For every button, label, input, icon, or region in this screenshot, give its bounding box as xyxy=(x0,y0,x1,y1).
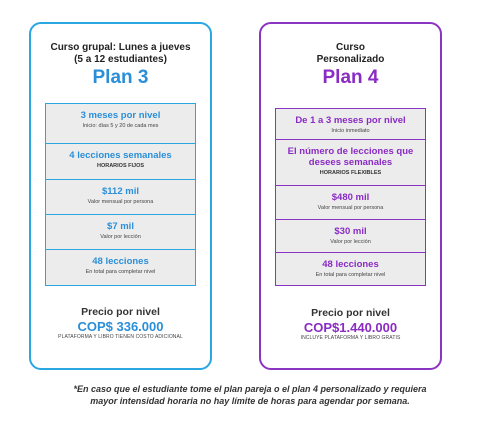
plan-4-row-total-lessons xyxy=(276,253,425,285)
plan-4-row-lessons-weekly xyxy=(276,140,425,186)
plan-4-monthly-price: $480 mil xyxy=(331,192,370,203)
plan-4-subtitle-line1: Curso xyxy=(336,42,365,53)
plan-4-duration-note: Inicio inmediato xyxy=(331,128,370,134)
plan-4-price-extra: INCLUYE PLATAFORMA Y LIBRO GRATIS xyxy=(300,335,401,341)
plan-3-price-extra: PLATAFORMA Y LIBRO TIENEN COSTO ADICIONAL xyxy=(58,334,183,340)
plan-3-monthly-note: Valor mensual por persona xyxy=(87,199,154,205)
plan-4-lesson-note: Valor por lección xyxy=(330,239,371,245)
plan-4-price-amount: COP$1.440.000 xyxy=(303,320,398,335)
plan-3-subtitle-line2: (5 a 12 estudiantes) xyxy=(74,53,167,65)
plan-4-duration: De 1 a 3 meses por nivel xyxy=(295,115,406,126)
plan-3-card xyxy=(29,22,212,370)
plan-4-features xyxy=(275,108,426,286)
plan-4-row-lesson-price xyxy=(276,220,425,253)
plan-3-row-monthly xyxy=(46,180,195,215)
plan-3-row-lessons-weekly xyxy=(46,144,195,180)
footnote-line2: mayor intensidad horaria no hay límite de horas para agendar por semana. xyxy=(90,395,410,406)
plan-4-monthly-note: Valor mensual por persona xyxy=(317,205,384,211)
plan-3-price-label: Precio por nivel xyxy=(81,306,160,318)
plan-3-features xyxy=(45,103,196,286)
plan-3-header xyxy=(31,42,210,89)
plan-4-card xyxy=(259,22,442,370)
plan-4-price-block xyxy=(261,307,440,342)
plan-3-lesson-note: Valor por lección xyxy=(100,234,141,240)
plan-3-row-duration xyxy=(46,104,195,144)
plan-4-schedule-note: HORARIOS FLEXIBLES xyxy=(319,170,382,176)
plan-3-monthly-price: $112 mil xyxy=(102,186,139,197)
plan-3-subtitle-line1: Curso grupal: Lunes a jueves xyxy=(50,42,191,53)
plan-4-header xyxy=(261,42,440,89)
plan-4-price-label: Precio por nivel xyxy=(311,307,390,319)
plan-3-row-total-lessons xyxy=(46,250,195,285)
plan-3-duration-note: Inicio: días 5 y 20 de cada mes xyxy=(82,123,159,129)
plan-3-row-lesson-price xyxy=(46,215,195,250)
plan-3-title: Plan 3 xyxy=(92,67,149,88)
footnote-line1: *En caso que el estudiante tome el plan pareja o el plan 4 personalizado y requiera xyxy=(73,384,427,394)
plan-4-row-monthly xyxy=(276,186,425,220)
plan-3-schedule-note: HORARIOS FIJOS xyxy=(96,163,145,169)
plan-3-total-lessons: 48 lecciones xyxy=(92,256,149,267)
plan-4-row-duration xyxy=(276,109,425,140)
plan-4-total-note: En total para completar nivel xyxy=(315,272,386,278)
plan-3-lesson-price: $7 mil xyxy=(107,221,134,232)
plan-3-duration: 3 meses por nivel xyxy=(80,110,161,121)
plan-4-lesson-price: $30 mil xyxy=(334,226,367,237)
plan-4-title: Plan 4 xyxy=(322,67,379,88)
plan-4-total-lessons: 48 lecciones xyxy=(322,259,379,270)
plan-3-total-note: En total para completar nivel xyxy=(85,269,156,275)
plan-4-subtitle-line2: Personalizado xyxy=(316,53,385,65)
plan-4-lessons-weekly: El número de lecciones que desees semanales xyxy=(287,146,414,168)
plan-3-price-block xyxy=(31,306,210,341)
plan-3-price-amount: COP$ 336.000 xyxy=(77,319,164,334)
footnote xyxy=(0,384,500,407)
plan-3-lessons-weekly: 4 lecciones semanales xyxy=(69,150,172,161)
